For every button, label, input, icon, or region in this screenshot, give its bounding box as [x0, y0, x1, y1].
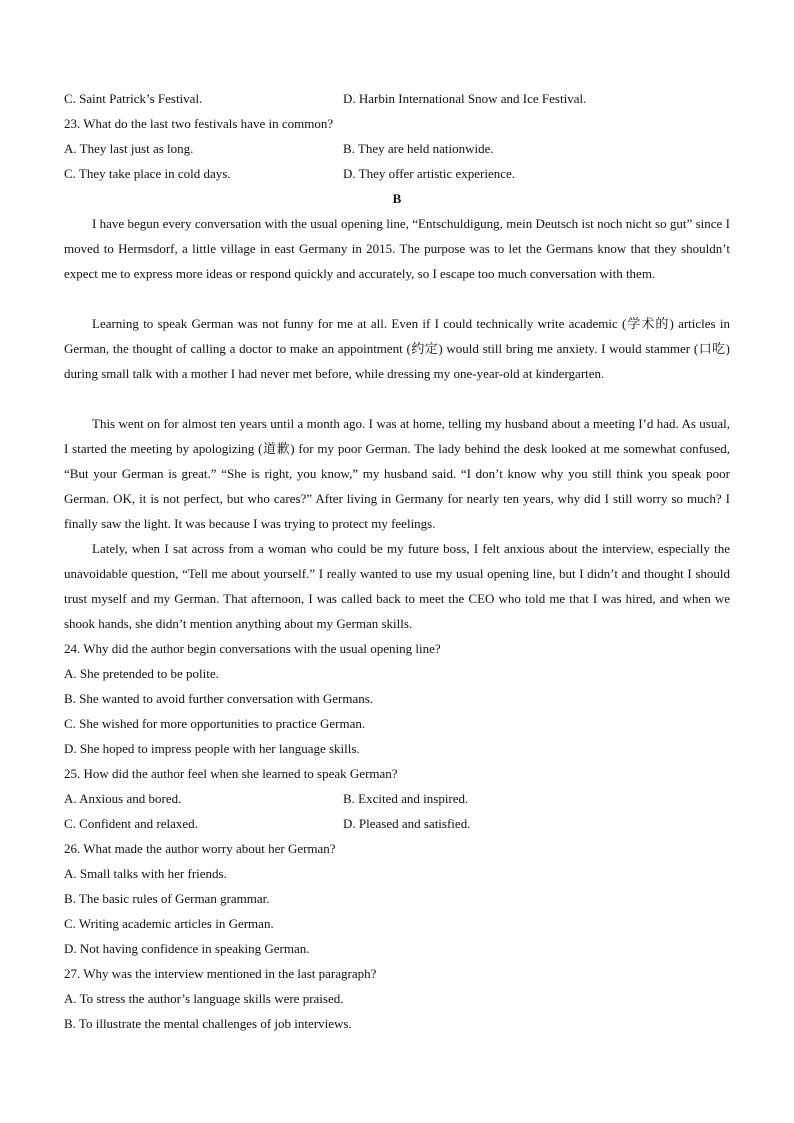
passage-paragraph-3: This went on for almost ten years until a month ago. I was at home, telling my husband about a meeting I’d had. As usual, I started the meeting by apologizing (道歉) for my poor German. The lady behind the desk looked at me somewhat confused, “But your German is great.” “She is right, you know,” my husband said. “I don’t know why you still think you speak poor German. OK, it is not perfect, but who cares?” After living in Germany for nearly ten years, why did I still worry so much? I finally saw the light. It was because I was trying to protect my feelings.	[64, 416, 730, 531]
q23-question: 23. What do the last two festivals have in common?	[64, 116, 334, 131]
passage-paragraph-2: Learning to speak German was not funny for me at all. Even if I could technically write academic (学术的) articles in German, the thought of calling a doctor to make an appointment (约定) would still bring me anxiety. I would stammer (口吃) during small talk with a mother I had never met before, while dressing my one-year-old at kindergarten.	[64, 316, 730, 381]
q25-option-b: B. Excited and inspired.	[343, 791, 469, 806]
q25-question: 25. How did the author feel when she learned to speak German?	[64, 766, 398, 781]
q25-option-a: A. Anxious and bored.	[64, 791, 182, 806]
q26-option-a: A. Small talks with her friends.	[64, 866, 227, 881]
q25-option-c: C. Confident and relaxed.	[64, 816, 198, 831]
q23-option-a: A. They last just as long.	[64, 141, 194, 156]
section-heading: B	[392, 191, 402, 206]
q22-option-d: D. Harbin International Snow and Ice Festival.	[343, 91, 587, 106]
q26-option-b: B. The basic rules of German grammar.	[64, 891, 270, 906]
q24-option-a: A. She pretended to be polite.	[64, 666, 219, 681]
q26-option-c: C. Writing academic articles in German.	[64, 916, 274, 931]
q24-option-b: B. She wanted to avoid further conversation with Germans.	[64, 691, 374, 706]
q27-option-b: B. To illustrate the mental challenges of job interviews.	[64, 1016, 352, 1031]
passage-paragraph-4: Lately, when I sat across from a woman who could be my future boss, I felt anxious about the interview, especially the unavoidable question, “Tell me about yourself.” I really wanted to use my usual opening line, but I didn’t and thought I should trust myself and my German. That afternoon, I was called back to meet the CEO who told me that I was hired, and when we shook hands, she didn’t mention anything about my German skills.	[64, 541, 730, 631]
q27-option-a: A. To stress the author’s language skills were praised.	[64, 991, 344, 1006]
q22-option-c: C. Saint Patrick’s Festival.	[64, 91, 203, 106]
q23-option-d: D. They offer artistic experience.	[343, 166, 516, 181]
q26-question: 26. What made the author worry about her German?	[64, 841, 336, 856]
q24-option-c: C. She wished for more opportunities to practice German.	[64, 716, 366, 731]
q23-option-c: C. They take place in cold days.	[64, 166, 231, 181]
q25-option-d: D. Pleased and satisfied.	[343, 816, 471, 831]
q27-question: 27. Why was the interview mentioned in the last paragraph?	[64, 966, 377, 981]
q23-option-b: B. They are held nationwide.	[343, 141, 494, 156]
q26-option-d: D. Not having confidence in speaking German.	[64, 941, 310, 956]
q24-option-d: D. She hoped to impress people with her language skills.	[64, 741, 360, 756]
q24-question: 24. Why did the author begin conversations with the usual opening line?	[64, 641, 441, 656]
passage-paragraph-1: I have begun every conversation with the usual opening line, “Entschuldigung, mein Deutsch ist noch nicht so gut” since I moved to Hermsdorf, a little village in east Germany in 2015. The purpose was to let the Germans know that they shouldn’t expect me to express more ideas or respond quickly and accurately, so I escape too much conversation with them.	[64, 216, 730, 281]
